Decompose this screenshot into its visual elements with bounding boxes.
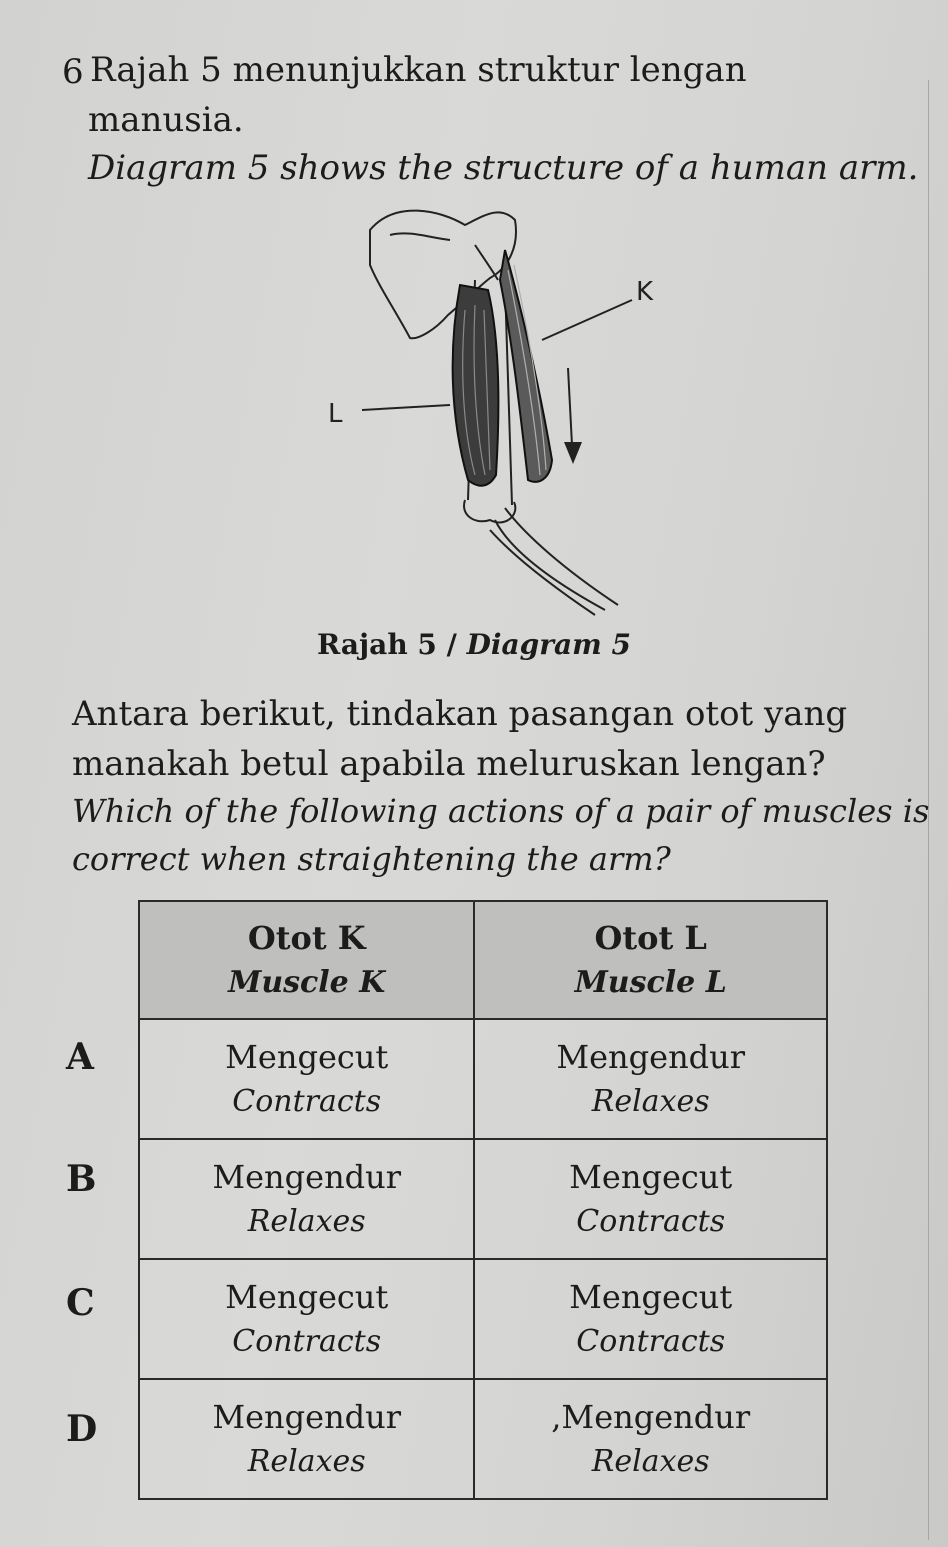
question-malay-line1: Rajah 5 menunjukkan struktur lengan (90, 50, 747, 90)
options-table (138, 900, 828, 1500)
cell-c-l (474, 1259, 827, 1379)
cell-a-l (474, 1019, 827, 1139)
prompt-english-line1: Which of the following actions of a pair of muscles is (72, 792, 930, 830)
cell-c-k (139, 1259, 474, 1379)
prompt-malay-line2: manakah betul apabila meluruskan lengan? (72, 744, 826, 784)
arm-diagram (300, 190, 654, 620)
cell-subtext: Contracts (576, 1324, 726, 1360)
table-header-row (139, 901, 827, 1019)
cell-subtext: Contracts (576, 1204, 726, 1240)
question-malay-line2: manusia. (88, 100, 244, 140)
table-row-c[interactable] (139, 1259, 827, 1379)
cell-b-l (474, 1139, 827, 1259)
header-k-english: Muscle K (228, 965, 386, 1001)
cell-b-k (139, 1139, 474, 1259)
cell-subtext: Relaxes (591, 1444, 710, 1480)
cell-text: Mengecut (569, 1278, 733, 1317)
cell-text: Mengendur (212, 1158, 402, 1197)
header-l-malay: Otot L (594, 919, 707, 958)
question-english: Diagram 5 shows the structure of a human arm. (88, 148, 919, 188)
cell-text: Mengendur (556, 1038, 746, 1077)
cell-text: ,Mengendur (551, 1398, 751, 1437)
caption-english: Diagram 5 (466, 628, 632, 661)
cell-a-k (139, 1019, 474, 1139)
option-letter-b[interactable]: B (66, 1158, 97, 1200)
diagram-caption (0, 628, 948, 661)
cell-subtext: Relaxes (247, 1444, 366, 1480)
cell-text: Mengecut (225, 1038, 389, 1077)
cell-d-k (139, 1379, 474, 1499)
option-letter-d[interactable]: D (66, 1408, 98, 1450)
table-row-b[interactable] (139, 1139, 827, 1259)
cell-subtext: Contracts (232, 1084, 382, 1120)
header-muscle-k (139, 901, 474, 1019)
label-l: L (328, 399, 343, 429)
header-muscle-l (474, 901, 827, 1019)
prompt-english-line2: correct when straightening the arm? (72, 840, 671, 878)
header-k-malay: Otot K (247, 919, 366, 958)
table-row-a[interactable] (139, 1019, 827, 1139)
option-letter-c[interactable]: C (66, 1282, 95, 1324)
cell-d-l (474, 1379, 827, 1499)
table-row-d[interactable] (139, 1379, 827, 1499)
option-letter-a[interactable]: A (66, 1036, 94, 1078)
cell-text: Mengecut (569, 1158, 733, 1197)
cell-subtext: Relaxes (247, 1204, 366, 1240)
cell-subtext: Contracts (232, 1324, 382, 1360)
caption-malay: Rajah 5 / (316, 628, 467, 661)
label-k: K (636, 277, 654, 307)
question-number: 6 (62, 52, 84, 92)
prompt-malay-line1: Antara berikut, tindakan pasangan otot yang (72, 694, 848, 734)
cell-subtext: Relaxes (591, 1084, 710, 1120)
cell-text: Mengendur (212, 1398, 402, 1437)
cell-text: Mengecut (225, 1278, 389, 1317)
header-l-english: Muscle L (574, 965, 727, 1001)
